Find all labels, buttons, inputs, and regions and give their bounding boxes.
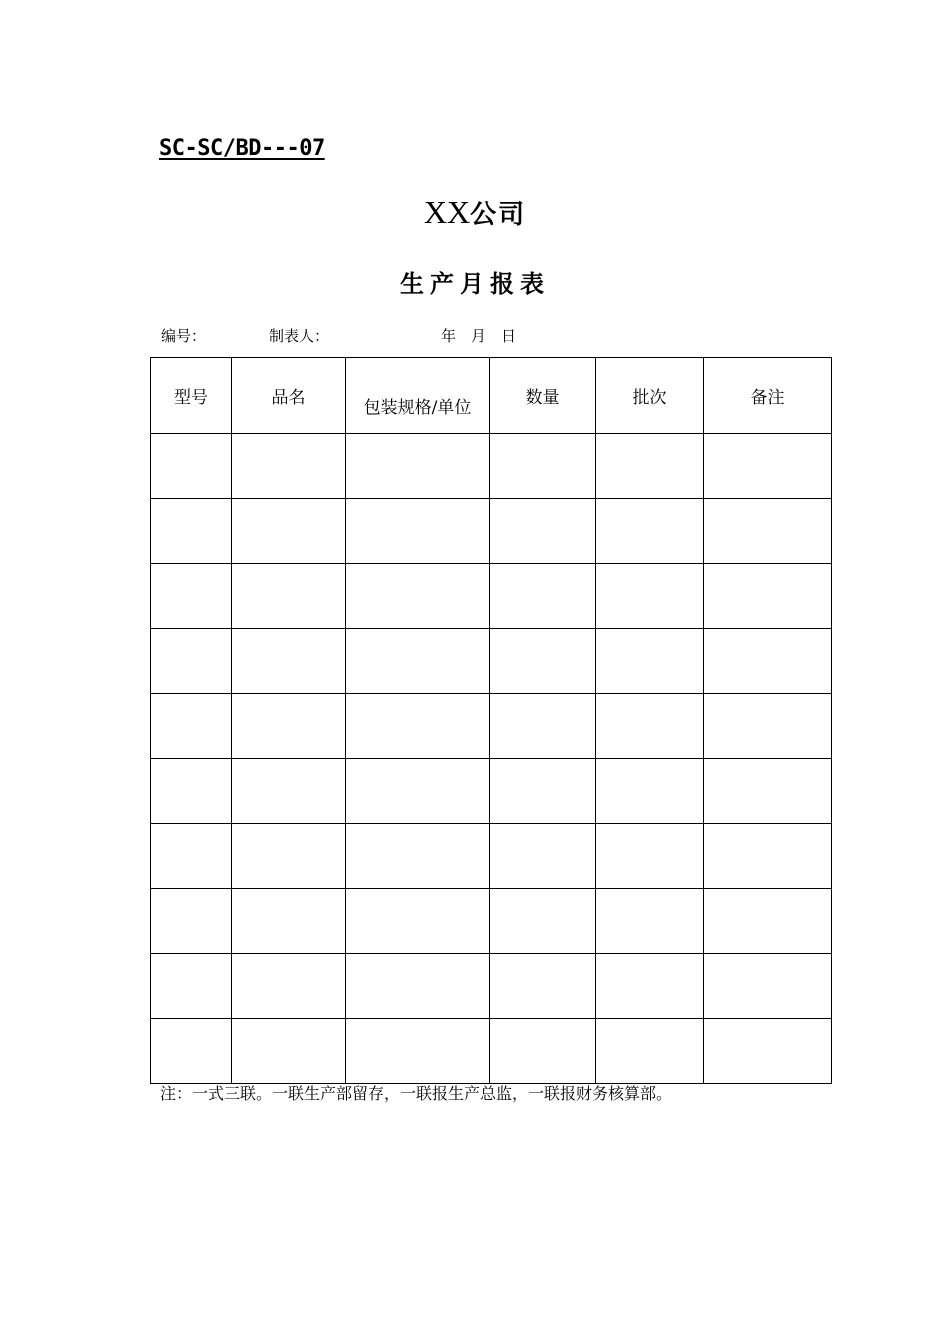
table-cell[interactable] bbox=[490, 629, 596, 694]
table-cell[interactable] bbox=[596, 1019, 704, 1084]
table-cell[interactable] bbox=[596, 759, 704, 824]
footnote: 注：一式三联。一联生产部留存，一联报生产总监，一联报财务核算部。 bbox=[160, 1084, 673, 1103]
header-model: 型号 bbox=[151, 358, 232, 434]
table-body bbox=[151, 434, 832, 1084]
table-cell[interactable] bbox=[490, 954, 596, 1019]
table-cell[interactable] bbox=[346, 499, 490, 564]
table-cell[interactable] bbox=[232, 499, 346, 564]
table-cell[interactable] bbox=[596, 629, 704, 694]
table-cell[interactable] bbox=[596, 694, 704, 759]
company-name-latin: XX bbox=[423, 194, 471, 230]
month-label: 月 bbox=[471, 327, 487, 345]
table-cell[interactable] bbox=[151, 889, 232, 954]
table-cell[interactable] bbox=[151, 759, 232, 824]
table-cell[interactable] bbox=[232, 824, 346, 889]
company-name-cjk: 公司 bbox=[470, 200, 527, 230]
table-cell[interactable] bbox=[346, 564, 490, 629]
table-cell[interactable] bbox=[490, 434, 596, 499]
table-cell[interactable] bbox=[232, 954, 346, 1019]
table-row bbox=[151, 434, 832, 499]
maker-label: 制表人： bbox=[269, 327, 330, 345]
document-code: SC-SC/BD---07 bbox=[159, 136, 325, 161]
year-label: 年 bbox=[441, 327, 457, 345]
table-cell[interactable] bbox=[232, 629, 346, 694]
table-row bbox=[151, 629, 832, 694]
table-cell[interactable] bbox=[596, 954, 704, 1019]
table-cell[interactable] bbox=[704, 434, 832, 499]
table-cell[interactable] bbox=[596, 564, 704, 629]
table-row bbox=[151, 824, 832, 889]
table-cell[interactable] bbox=[704, 889, 832, 954]
table-row bbox=[151, 1019, 832, 1084]
table-cell[interactable] bbox=[232, 1019, 346, 1084]
table-cell[interactable] bbox=[232, 889, 346, 954]
table-cell[interactable] bbox=[151, 694, 232, 759]
table-cell[interactable] bbox=[346, 434, 490, 499]
table-cell[interactable] bbox=[704, 1019, 832, 1084]
table-cell[interactable] bbox=[232, 694, 346, 759]
table-row bbox=[151, 889, 832, 954]
table-cell[interactable] bbox=[232, 434, 346, 499]
table-row bbox=[151, 954, 832, 1019]
table-cell[interactable] bbox=[704, 564, 832, 629]
table-cell[interactable] bbox=[596, 889, 704, 954]
table-cell[interactable] bbox=[151, 629, 232, 694]
number-label: 编号： bbox=[161, 327, 207, 345]
report-title: 生产月报表 bbox=[400, 270, 550, 298]
table-cell[interactable] bbox=[490, 824, 596, 889]
table-cell[interactable] bbox=[704, 954, 832, 1019]
header-batch: 批次 bbox=[596, 358, 704, 434]
table-cell[interactable] bbox=[151, 564, 232, 629]
table-row bbox=[151, 694, 832, 759]
header-remarks: 备注 bbox=[704, 358, 832, 434]
table-cell[interactable] bbox=[704, 694, 832, 759]
header-row bbox=[151, 358, 832, 434]
table-cell[interactable] bbox=[346, 694, 490, 759]
table-cell[interactable] bbox=[346, 824, 490, 889]
table-cell[interactable] bbox=[346, 759, 490, 824]
table-cell[interactable] bbox=[151, 499, 232, 564]
table-cell[interactable] bbox=[490, 759, 596, 824]
company-name bbox=[0, 192, 950, 235]
table-cell[interactable] bbox=[704, 759, 832, 824]
table-cell[interactable] bbox=[490, 1019, 596, 1084]
table-cell[interactable] bbox=[151, 1019, 232, 1084]
header-package-spec: 包装规格/单位 bbox=[346, 358, 490, 434]
table-cell[interactable] bbox=[151, 434, 232, 499]
table-cell[interactable] bbox=[346, 1019, 490, 1084]
table-cell[interactable] bbox=[346, 629, 490, 694]
table-row bbox=[151, 564, 832, 629]
table-cell[interactable] bbox=[704, 499, 832, 564]
table-cell[interactable] bbox=[151, 954, 232, 1019]
table-cell[interactable] bbox=[151, 824, 232, 889]
table-cell[interactable] bbox=[490, 564, 596, 629]
table-cell[interactable] bbox=[346, 889, 490, 954]
table-cell[interactable] bbox=[490, 889, 596, 954]
day-label: 日 bbox=[501, 327, 517, 345]
meta-row bbox=[0, 326, 950, 348]
table-row bbox=[151, 499, 832, 564]
table-cell[interactable] bbox=[346, 954, 490, 1019]
header-product-name: 品名 bbox=[232, 358, 346, 434]
header-quantity: 数量 bbox=[490, 358, 596, 434]
table-cell[interactable] bbox=[704, 629, 832, 694]
table-cell[interactable] bbox=[596, 499, 704, 564]
table-cell[interactable] bbox=[232, 564, 346, 629]
table-cell[interactable] bbox=[596, 434, 704, 499]
table-cell[interactable] bbox=[490, 499, 596, 564]
production-report-table bbox=[150, 357, 832, 1084]
table-cell[interactable] bbox=[596, 824, 704, 889]
table-cell[interactable] bbox=[704, 824, 832, 889]
table-cell[interactable] bbox=[232, 759, 346, 824]
table-row bbox=[151, 759, 832, 824]
table-cell[interactable] bbox=[490, 694, 596, 759]
